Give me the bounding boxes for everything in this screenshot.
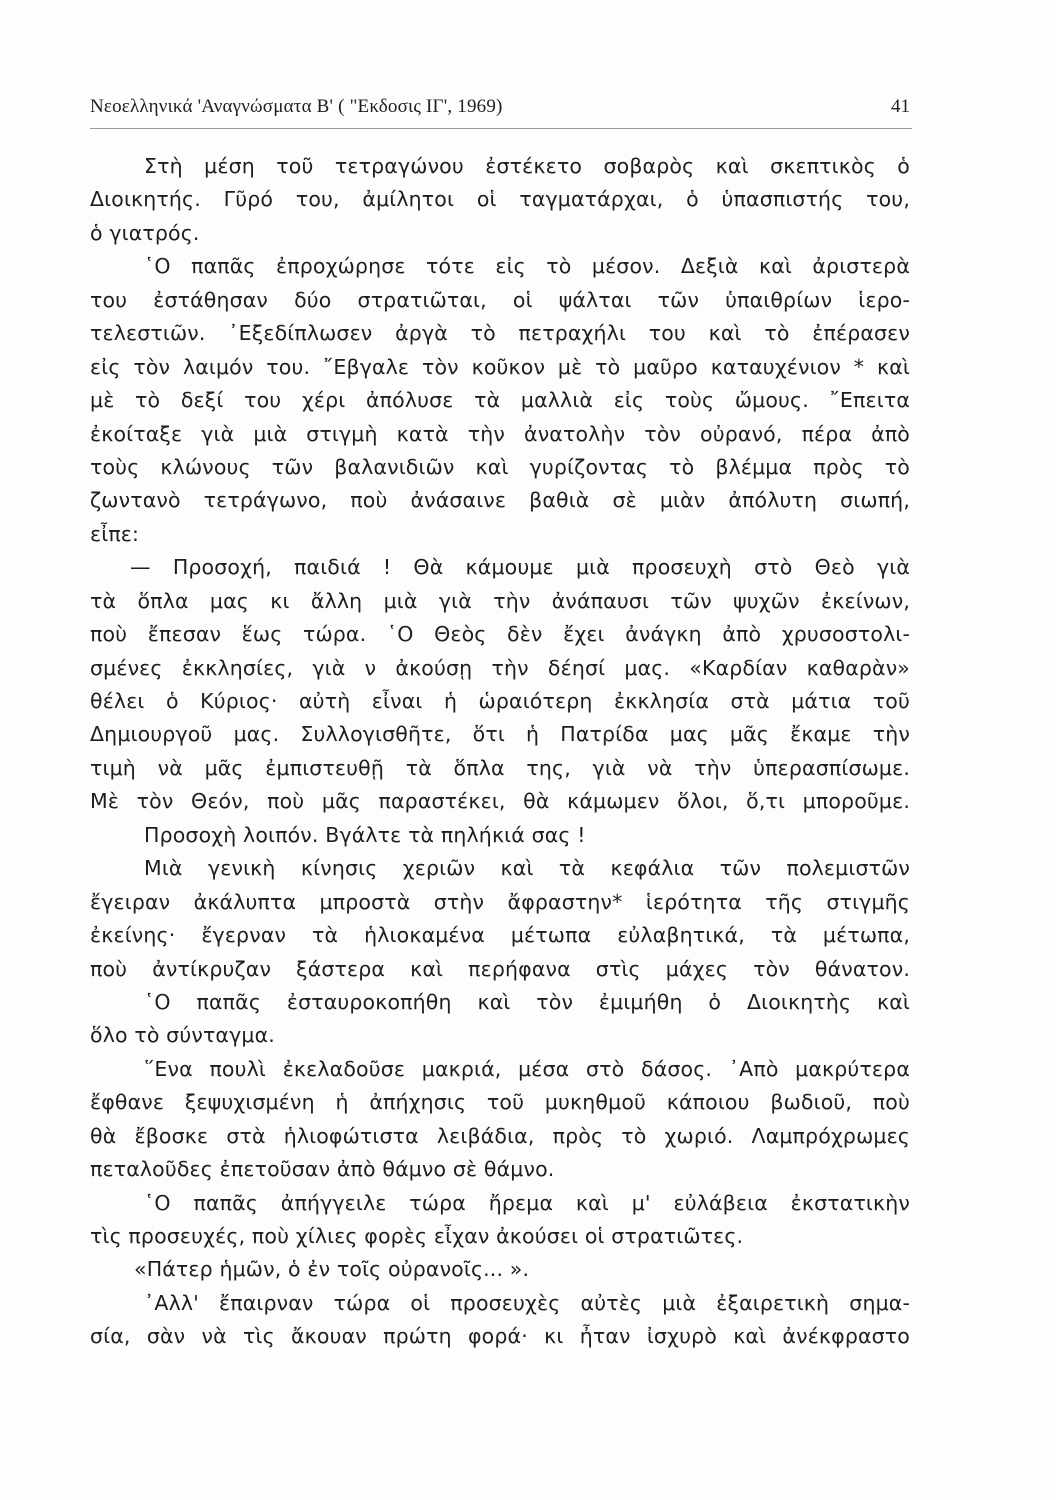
text-line: του ἐστάθησαν δύο στρατιῶται, οἱ ψάλται τῶν ὑπαιθρίων ἱερο-: [90, 287, 910, 312]
text-line: «Πάτερ ἡμῶν, ὁ ἐν τοῖς οὐρανοῖς... ».: [134, 1257, 530, 1282]
text-line: τὶς προσευχές, ποὺ χίλιες φορὲς εἶχαν ἀκούσει οἱ στρατιῶτες.: [90, 1224, 744, 1248]
running-header: [90, 96, 910, 124]
text-line: Δημιουργοῦ μας. Συλλογισθῆτε, ὅτι ἡ Πατρίδα μας μᾶς ἔκαμε τὴν: [90, 722, 910, 747]
text-line: θέλει ὁ Κύριος· αὐτὴ εἶναι ἡ ὡραιότερη ἐκκλησία στὰ μάτια τοῦ: [90, 689, 910, 713]
text-line: Μὲ τὸν Θεόν, ποὺ μᾶς παραστέκει, θὰ κάμωμεν ὅλοι, ὅ,τι μποροῦμε.: [90, 789, 910, 814]
text-line: ῾Ο παπᾶς ἐσταυροκοπήθη καὶ τὸν ἐμιμήθη ὁ Διοικητὴς καὶ: [144, 989, 910, 1014]
text-line: σία, σὰν νὰ τὶς ἄκουαν πρώτη φορά· κι ἦταν ἰσχυρὸ καὶ ἀνέκφραστο: [90, 1324, 910, 1349]
text-line: τὰ ὅπλα μας κι ἄλλη μιὰ γιὰ τὴν ἀνάπαυσι τῶν ψυχῶν ἐκείνων,: [90, 588, 910, 613]
text-line: ᾿Αλλ' ἔπαιρναν τώρα οἱ προσευχὲς αὐτὲς μιὰ ἐξαιρετικὴ σημα-: [144, 1290, 910, 1315]
text-line: σμένες ἐκκλησίες, γιὰ ν ἀκούσῃ τὴν δέησί μας. «Καρδίαν καθαρὰν»: [90, 655, 910, 680]
text-line: τελεστιῶν. ᾿Εξεδίπλωσεν ἀργὰ τὸ πετραχήλι του καὶ τὸ ἐπέρασεν: [90, 321, 910, 346]
text-line: ἔγειραν ἀκάλυπτα μπροστὰ στὴν ἄφραστην* ἱερότητα τῆς στιγμῆς: [90, 889, 910, 914]
text-line: ποὺ ἔπεσαν ἕως τώρα. ῾Ο Θεὸς δὲν ἔχει ἀνάγκη ἀπὸ χρυσοστολι-: [90, 622, 910, 647]
text-line: ἐκείνης· ἔγερναν τὰ ἡλιοκαμένα μέτωπα εὐλαβητικά, τὰ μέτωπα,: [90, 923, 910, 948]
header-rule: [90, 128, 912, 129]
text-line: πεταλοῦδες ἐπετοῦσαν ἀπὸ θάμνο σὲ θάμνο.: [90, 1157, 555, 1182]
text-line: ὁ γιατρός.: [90, 220, 200, 245]
text-line: ῾Ο παπᾶς ἀπήγγειλε τώρα ἤρεμα καὶ μ' εὐλάβεια ἐκστατικὴν: [144, 1190, 910, 1215]
text-line: Μιὰ γενικὴ κίνησις χεριῶν καὶ τὰ κεφάλια τῶν πολεμιστῶν: [144, 856, 910, 881]
text-line: ὅλο τὸ σύνταγμα.: [90, 1023, 275, 1048]
header-title: Νεοελληνικά 'Αναγνώσματα Β' ( "Εκδοσις ΙΓ', 1969): [90, 96, 503, 117]
page-number: 41: [891, 96, 910, 117]
text-line: Στὴ μέση τοῦ τετραγώνου ἐστέκετο σοβαρὸς καὶ σκεπτικὸς ὁ: [144, 154, 910, 178]
text-line: Διοικητής. Γῦρό του, ἀμίλητοι οἱ ταγματάρχαι, ὁ ὑπασπιστής του,: [90, 187, 910, 212]
text-line: εἶπε:: [90, 521, 140, 546]
text-line: ῾Ο παπᾶς ἐπροχώρησε τότε εἰς τὸ μέσον. Δεξιὰ καὶ ἀριστερὰ: [144, 254, 910, 279]
text-line: Προσοχὴ λοιπόν. Βγάλτε τὰ πηλήκιά σας !: [144, 822, 586, 847]
text-line: ἔφθανε ξεψυχισμένη ἡ ἀπήχησις τοῦ μυκηθμοῦ κάποιου βωδιοῦ, ποὺ: [90, 1090, 910, 1115]
body-text: [90, 150, 910, 1354]
text-line: θὰ ἔβοσκε στὰ ἡλιοφώτιστα λειβάδια, πρὸς τὸ χωριό. Λαμπρόχρωμες: [90, 1123, 910, 1148]
text-line: ζωντανὸ τετράγωνο, ποὺ ἀνάσαινε βαθιὰ σὲ μιὰν ἀπόλυτη σιωπή,: [90, 488, 910, 513]
text-line: τιμὴ νὰ μᾶς ἐμπιστευθῇ τὰ ὅπλα της, γιὰ νὰ τὴν ὑπερασπίσωμε.: [90, 755, 910, 780]
text-line: εἰς τὸν λαιμόν του. ῎Εβγαλε τὸν κοῦκον μὲ τὸ μαῦρο καταυχένιον * καὶ: [90, 354, 910, 379]
text-line: τοὺς κλώνους τῶν βαλανιδιῶν καὶ γυρίζοντας τὸ βλέμμα πρὸς τὸ: [90, 454, 910, 479]
text-line: — Προσοχή, παιδιά ! Θὰ κάμουμε μιὰ προσευχὴ στὸ Θεὸ γιὰ: [130, 555, 910, 580]
text-line: μὲ τὸ δεξί του χέρι ἀπόλυσε τὰ μαλλιὰ εἰς τοὺς ὤμους. ῎Επειτα: [90, 388, 910, 413]
text-line: ποὺ ἀντίκρυζαν ξάστερα καὶ περήφανα στὶς μάχες τὸν θάνατον.: [90, 956, 910, 981]
text-line: ῞Ενα πουλὶ ἐκελαδοῦσε μακριά, μέσα στὸ δάσος. ᾿Απὸ μακρύτερα: [144, 1056, 910, 1081]
text-line: ἐκοίταξε γιὰ μιὰ στιγμὴ κατὰ τὴν ἀνατολὴν τὸν οὐρανό, πέρα ἀπὸ: [90, 421, 910, 446]
